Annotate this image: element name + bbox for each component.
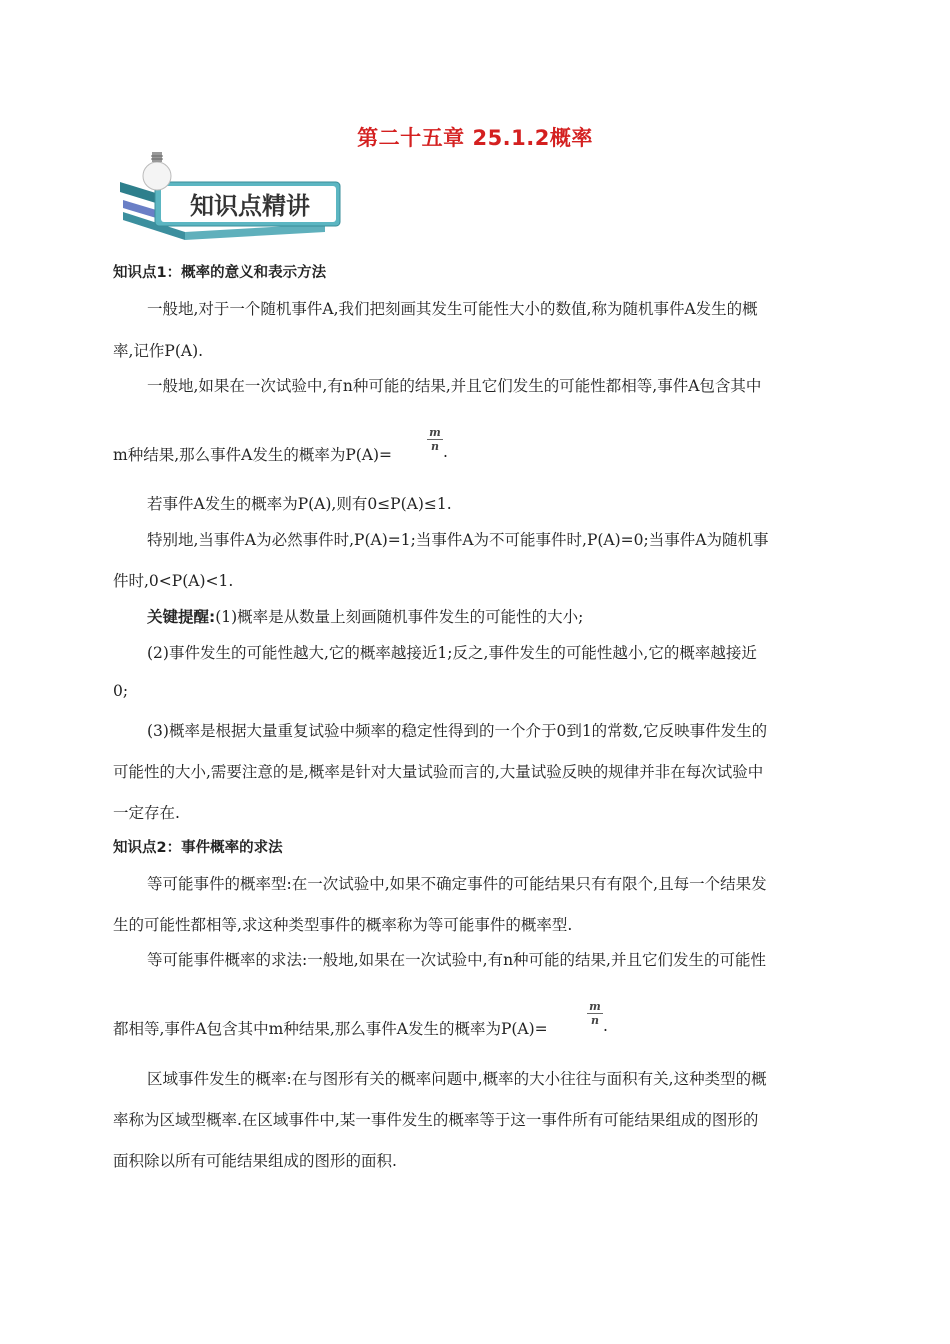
fraction-m-over-n: $\frac{m}{n}$ bbox=[587, 1000, 603, 1027]
paragraph-line: 面积除以所有可能结果组成的图形的面积. bbox=[113, 1152, 397, 1170]
paragraph-line: 件时,0<P(A)<1. bbox=[113, 572, 234, 590]
paragraph-line bbox=[113, 443, 392, 465]
paragraph-line: 一般地,如果在一次试验中,有n种可能的结果,并且它们发生的可能性都相等,事件A包含其中 bbox=[147, 377, 762, 395]
formula-text: m种结果,那么事件A发生的概率为P(A)= bbox=[113, 446, 393, 464]
paragraph-line: 率称为区域型概率.在区域事件中,某一事件发生的概率等于这一事件所有可能结果组成的图形的 bbox=[113, 1111, 759, 1129]
paragraph-line: 0; bbox=[113, 682, 129, 700]
key-reminder-label: 关键提醒: bbox=[147, 608, 216, 626]
paragraph-line: 若事件A发生的概率为P(A),则有0≤P(A)≤1. bbox=[147, 495, 452, 513]
page-title: 第二十五章 25.1.2概率 bbox=[357, 126, 593, 150]
paragraph-line: 特别地,当事件A为必然事件时,P(A)=1;当事件A为不可能事件时,P(A)=0;当事件A为随机事 bbox=[147, 531, 769, 549]
paragraph-line: 生的可能性都相等,求这种类型事件的概率称为等可能事件的概率型. bbox=[113, 916, 573, 934]
key-reminder-text: (1)概率是从数量上刻画随机事件发生的可能性的大小; bbox=[215, 608, 584, 626]
section-heading-1: 知识点1：概率的意义和表示方法 bbox=[113, 265, 327, 281]
banner-text: 知识点精讲 bbox=[190, 192, 310, 220]
knowledge-banner bbox=[115, 150, 345, 242]
paragraph-line: (2)事件发生的可能性越大,它的概率越接近1;反之,事件发生的可能性越小,它的概率越接近 bbox=[147, 644, 757, 662]
key-reminder-line bbox=[147, 605, 583, 627]
formula-period: . bbox=[603, 1017, 608, 1035]
paragraph-line: 一般地,对于一个随机事件A,我们把刻画其发生可能性大小的数值,称为随机事件A发生的概 bbox=[147, 300, 758, 318]
paragraph-line: 率,记作P(A). bbox=[113, 342, 204, 360]
formula-period: . bbox=[443, 443, 448, 461]
paragraph-line bbox=[113, 1017, 548, 1039]
paragraph-line: (3)概率是根据大量重复试验中频率的稳定性得到的一个介于0到1的常数,它反映事件发生的 bbox=[147, 722, 768, 740]
paragraph-line: 区域事件发生的概率:在与图形有关的概率问题中,概率的大小往往与面积有关,这种类型的概 bbox=[147, 1070, 767, 1088]
fraction-m-over-n: $\frac{m}{n}$ bbox=[427, 426, 443, 453]
lightbulb-icon bbox=[143, 162, 171, 190]
paragraph-line: 等可能事件的概率型:在一次试验中,如果不确定事件的可能结果只有有限个,且每一个结果发 bbox=[147, 875, 767, 893]
paragraph-line: 可能性的大小,需要注意的是,概率是针对大量试验而言的,大量试验反映的规律并非在每次试验中 bbox=[113, 763, 764, 781]
paragraph-line: 等可能事件概率的求法:一般地,如果在一次试验中,有n种可能的结果,并且它们发生的可能性 bbox=[147, 951, 766, 969]
paragraph-line: 一定存在. bbox=[113, 804, 180, 822]
section-heading-2: 知识点2：事件概率的求法 bbox=[113, 840, 283, 856]
formula-text: 都相等,事件A包含其中m种结果,那么事件A发生的概率为P(A)= bbox=[113, 1020, 548, 1038]
